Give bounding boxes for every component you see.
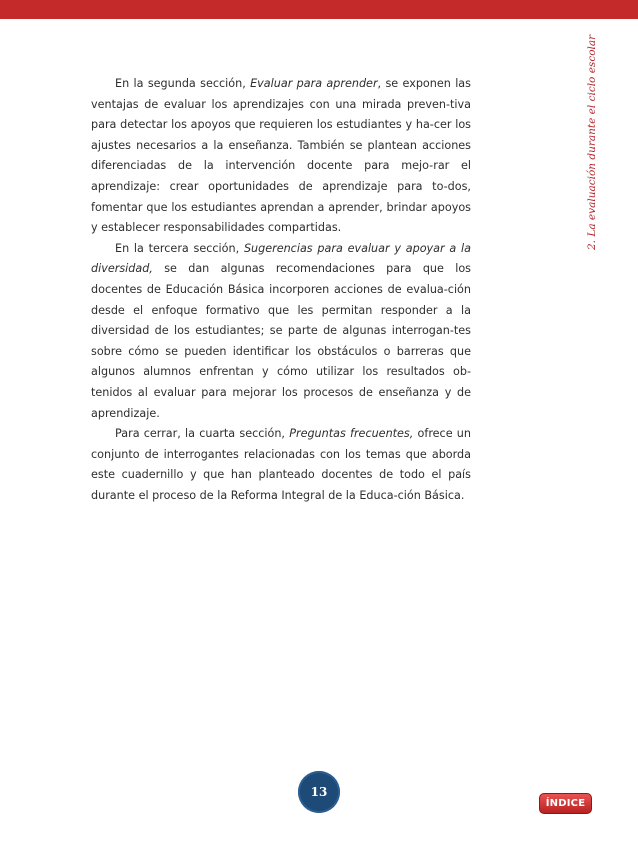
- paragraph-text: En la tercera sección,: [115, 241, 244, 255]
- paragraph-text: Para cerrar, la cuarta sección,: [115, 427, 290, 441]
- paragraph: [91, 239, 471, 424]
- section-title: Sugerencias para evaluar y apoyar a la diversidad,: [91, 241, 471, 276]
- paragraph-text: En la segunda sección,: [115, 77, 251, 90]
- header-bar: [0, 0, 638, 19]
- chapter-title: 2. La evaluación durante el ciclo escolar: [586, 34, 598, 250]
- index-button[interactable]: ÍNDICE: [539, 793, 592, 814]
- paragraph: [91, 74, 471, 239]
- paragraph-text: ofrece un conjunto de interrogantes relacionadas con los temas que aborda este cuadernillo y que han planteado docentes de todo el país durante el proceso de la Reforma Integral de la Educa-ción Básica.: [91, 427, 471, 502]
- paragraph-text: se dan algunas recomendaciones para que los docentes de Educación Básica incorporen acciones de evalua-ción desde el enfoque formativo que les permitan responder a la diversidad de los estudiantes; se parte de algunas interrogan-tes sobre cómo se pueden identificar los obstáculos o barreras que algunos alumnos enfrentan y cómo utilizar los resultados ob-tenidos al evaluar para mejorar los procesos de enseñanza y de aprendizaje.: [91, 262, 471, 420]
- section-title: Evaluar para aprender: [250, 77, 378, 90]
- paragraph-text: , se exponen las ventajas de evaluar los aprendizajes con una mirada preven-tiva para detectar los apoyos que requieren los estudiantes y ha-cer los ajustes necesarios a la enseñanza. También se plantean acciones diferenciadas de la intervención docente para mejo-rar el aprendizaje: crear oportunidades de aprendizaje para to-dos, fomentar que los estudiantes aprendan a aprender, brindar apoyos y establecer responsabilidades compartidas.: [91, 77, 471, 235]
- paragraph: [91, 424, 471, 506]
- section-title: Preguntas frecuentes,: [289, 427, 414, 441]
- page-number: 13: [298, 771, 340, 813]
- body-text: [91, 74, 471, 506]
